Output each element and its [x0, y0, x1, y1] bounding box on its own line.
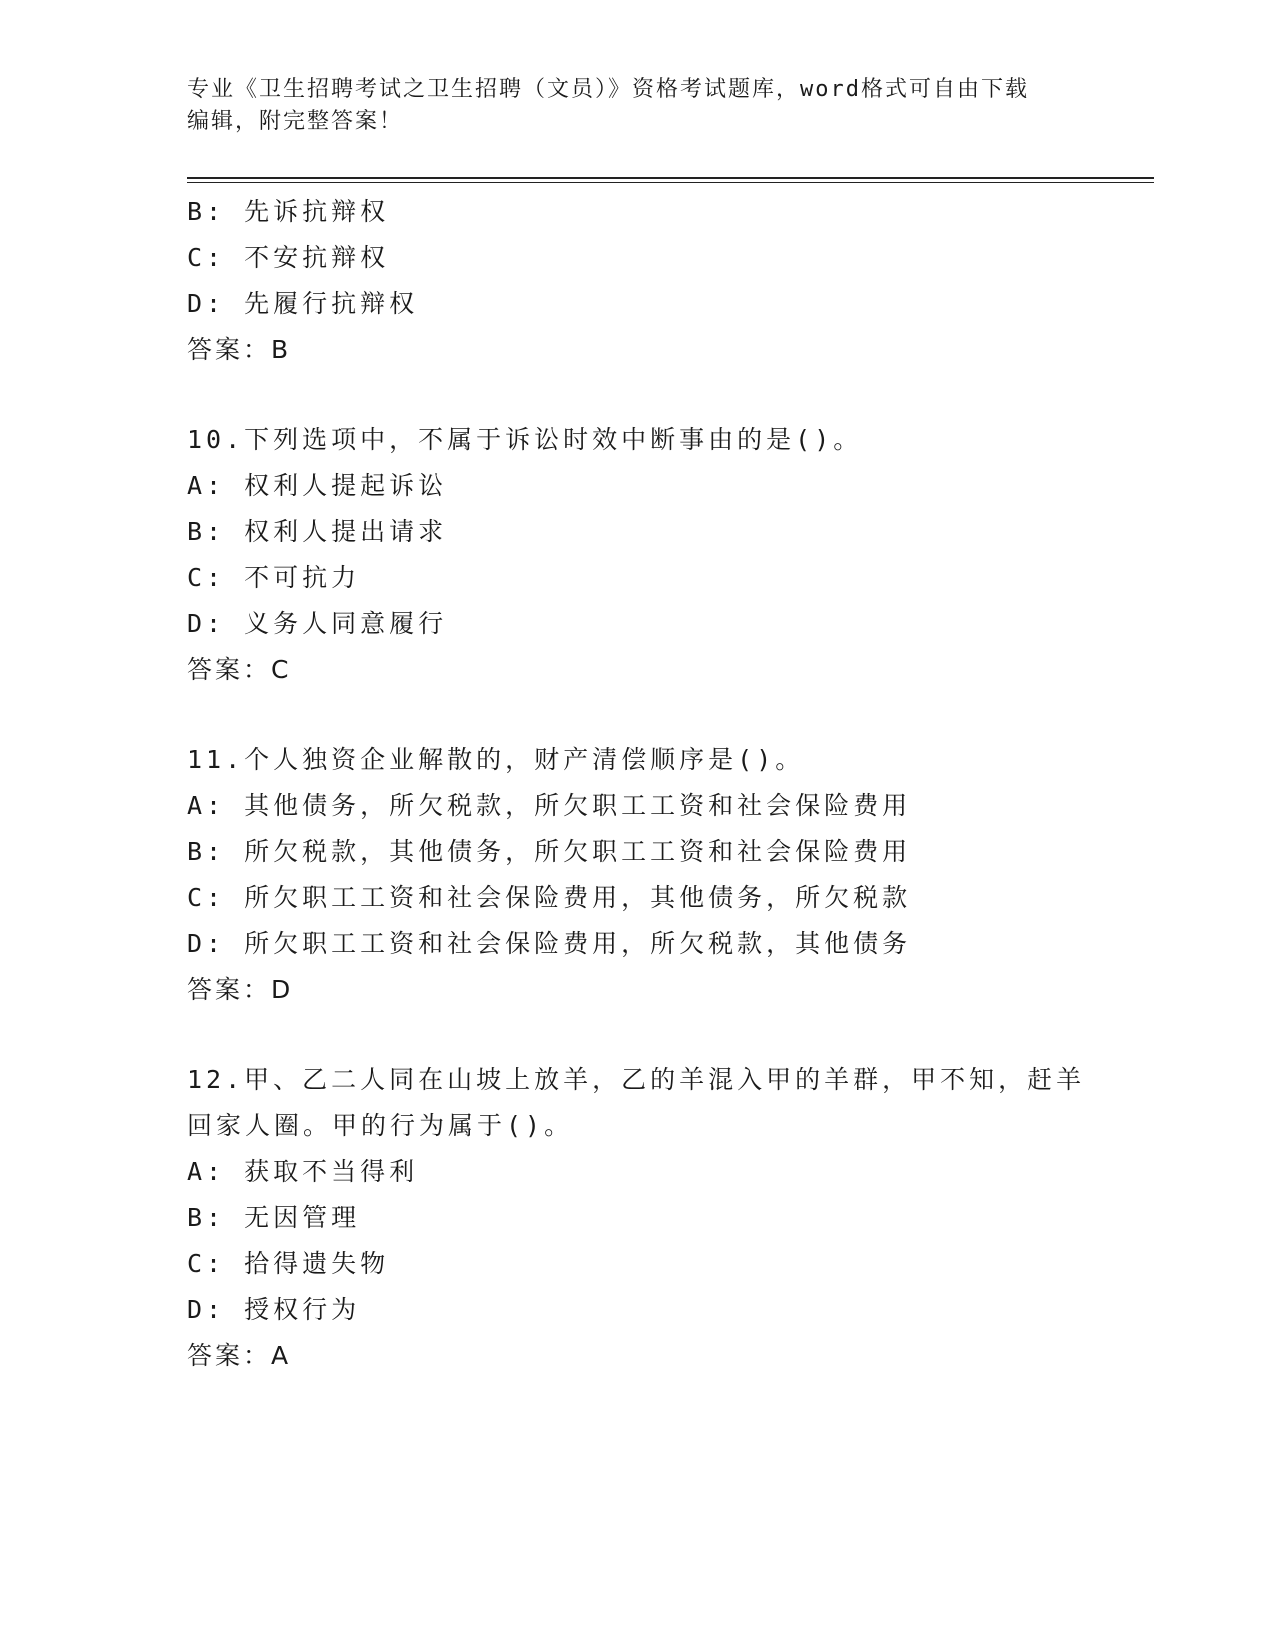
question-10	[187, 417, 1147, 693]
question-9-continued	[187, 189, 1147, 373]
answer-line: 答案：C	[187, 655, 292, 684]
header-divider-thin	[187, 182, 1154, 183]
question-stem: 11.个人独资企业解散的，财产清偿顺序是()。	[187, 745, 805, 774]
answer-line: 答案：D	[187, 975, 294, 1004]
option-b: B: 权利人提出请求	[187, 517, 448, 546]
option-b: B: 先诉抗辩权	[187, 197, 390, 226]
question-11	[187, 737, 1147, 1013]
question-stem: 10.下列选项中，不属于诉讼时效中断事由的是()。	[187, 425, 863, 454]
header-line-1: 专业《卫生招聘考试之卫生招聘（文员）》资格考试题库，word格式可自由下载	[187, 77, 1029, 102]
option-a: A: 权利人提起诉讼	[187, 471, 448, 500]
header-line-2: 编辑，附完整答案！	[187, 109, 404, 134]
header-divider-thick	[187, 177, 1154, 179]
question-12	[187, 1057, 1147, 1379]
option-b: B: 无因管理	[187, 1203, 361, 1232]
answer-line: 答案：B	[187, 335, 292, 364]
option-c: C: 不可抗力	[187, 563, 361, 592]
option-d: D: 先履行抗辩权	[187, 289, 419, 318]
document-header	[187, 74, 1087, 138]
option-c: C: 不安抗辩权	[187, 243, 390, 272]
option-c: C: 拾得遗失物	[187, 1249, 390, 1278]
option-a: A: 其他债务，所欠税款，所欠职工工资和社会保险费用	[187, 791, 912, 820]
option-a: A: 获取不当得利	[187, 1157, 419, 1186]
option-d: D: 所欠职工工资和社会保险费用，所欠税款，其他债务	[187, 929, 912, 958]
answer-line: 答案：A	[187, 1341, 292, 1370]
option-d: D: 授权行为	[187, 1295, 361, 1324]
option-d: D: 义务人同意履行	[187, 609, 448, 638]
question-stem-line-2: 回家人圈。甲的行为属于()。	[187, 1111, 574, 1140]
option-c: C: 所欠职工工资和社会保险费用，其他债务，所欠税款	[187, 883, 912, 912]
option-b: B: 所欠税款，其他债务，所欠职工工资和社会保险费用	[187, 837, 912, 866]
question-stem-line-1: 12.甲、乙二人同在山坡上放羊，乙的羊混入甲的羊群，甲不知，赶羊	[187, 1065, 1086, 1094]
question-list	[187, 189, 1147, 1379]
